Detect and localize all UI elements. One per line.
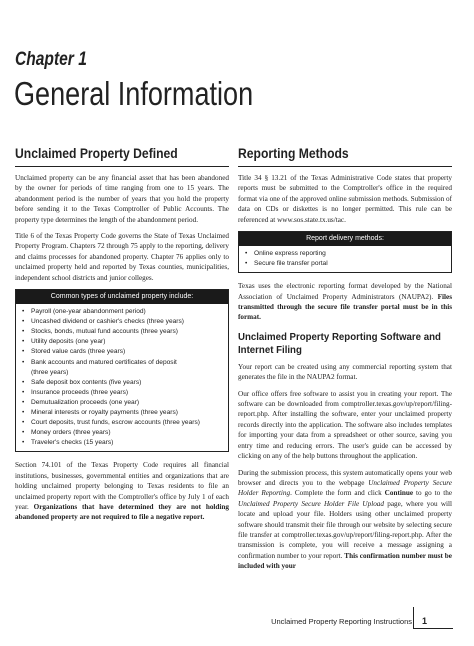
paragraph: Title 34 § 13.21 of the Texas Administrative Code states that property reports must be submitted to the Comptroller's office in the required format via one of the approved online submission methods. Submission of data on CDs or diskettes is no longer permitted. This rule can be referenced at www.sos.state.tx.us/tac. bbox=[238, 174, 452, 224]
paragraph: Our office offers free software to assist you in creating your report. The software can be downloaded from comptroller.texas.gov/up/report/filing-report.php. After installing the software, enter your unclaimed property records directly into the application. The software also includes templates for importing your data from a spreadsheet or other source, saving you entry time and reducing errors. The user's guide can be accessed by clicking on any of the help buttons throughout the application. bbox=[238, 389, 452, 461]
property-types-list bbox=[16, 304, 228, 451]
footer-separator bbox=[413, 607, 414, 629]
list-item: • Safe deposit box contents (five years) bbox=[22, 378, 224, 388]
text-run: page, where you will locate and upload your file. Holders using other unclaimed property software should transmit their file through our website by selecting secure file transfer at comptroller.texas.gov/up/report/filing-report.php. After the transmission is complete, you will receive a message assigning a confirmation number to your report. bbox=[238, 499, 452, 560]
paragraph bbox=[15, 460, 229, 522]
chapter-title: General Information bbox=[14, 75, 254, 112]
box-title: Common types of unclaimed property include: bbox=[16, 290, 228, 304]
italic-text: Unclaimed Property Secure Holder File Upload bbox=[238, 499, 384, 508]
text-run: Section 74.101 of the Texas Property Code requires all financial institutions, businesses, governmental entities and organizations that are holding unclaimed property belonging to Texas residents to file an unclaimed property report with the Comptroller's office by July 1 of each year. bbox=[15, 461, 229, 511]
footer-rule bbox=[413, 628, 453, 629]
page-number: 1 bbox=[422, 616, 428, 626]
text-run: Texas uses the electronic reporting format developed by the National Association of Unclaimed Property Administrators (NAUPA2). bbox=[238, 282, 452, 301]
bold-text: This confirmation number must be included with your bbox=[238, 551, 452, 571]
subheading-software: Unclaimed Property Reporting Software and Internet Filing bbox=[238, 330, 441, 356]
list-item: • Payroll (one-year abandonment period) bbox=[22, 307, 224, 317]
list-item: • Uncashed dividend or cashier's checks (three years) bbox=[22, 317, 224, 327]
paragraph: Unclaimed property can be any financial asset that has been abandoned by the owner for periods of time ranging from one to 15 years. The abandonment period is the number of years that you hold the property before sending it to the Texas Comptroller of Public Accounts. The property type determines the length of the abandonment period. bbox=[15, 174, 229, 224]
text-run: . Complete the form and click bbox=[290, 489, 385, 498]
text-run: During the submission process, this system automatically opens your web browser and directs you to the webpage bbox=[238, 468, 452, 487]
bold-text: Files transmitted through the secure file transfer portal must be in this format. bbox=[238, 292, 452, 322]
list-item: • Secure file transfer portal bbox=[245, 259, 447, 269]
list-item: • Demutualization proceeds (one year) bbox=[22, 398, 224, 408]
list-item: • Court deposits, trust funds, escrow accounts (three years) bbox=[22, 418, 224, 428]
list-item: • Traveler's checks (15 years) bbox=[22, 438, 224, 448]
left-column bbox=[15, 146, 229, 529]
list-item-continuation: (three years) bbox=[31, 368, 69, 376]
chapter-label: Chapter 1 bbox=[15, 49, 87, 70]
paragraph bbox=[238, 468, 452, 572]
box-title: Report delivery methods: bbox=[239, 232, 451, 246]
section-heading-unclaimed-property: Unclaimed Property Defined bbox=[15, 146, 178, 161]
heading-rule bbox=[15, 166, 229, 167]
section-heading-reporting-methods: Reporting Methods bbox=[238, 146, 349, 161]
list-item: • Bank accounts and matured certificates of deposit bbox=[22, 358, 224, 368]
heading-rule bbox=[238, 166, 452, 167]
bold-text: Continue bbox=[384, 489, 414, 498]
text-run: to go to the bbox=[413, 489, 453, 498]
list-item: • Mineral interests or royalty payments (three years) bbox=[22, 408, 224, 418]
paragraph bbox=[238, 281, 452, 323]
list-item: • Stored value cards (three years) bbox=[22, 347, 224, 357]
list-item: • Utility deposits (one year) bbox=[22, 337, 224, 347]
list-item: • Online express reporting bbox=[245, 249, 447, 259]
paragraph: Your report can be created using any commercial reporting system that generates the file in the NAUPA2 format. bbox=[238, 362, 452, 382]
list-item: • Insurance proceeds (three years) bbox=[22, 388, 224, 398]
list-item: • Stocks, bonds, mutual fund accounts (three years) bbox=[22, 327, 224, 337]
delivery-methods-list bbox=[239, 246, 451, 272]
italic-text: Unclaimed Property Secure Holder Reporting bbox=[238, 478, 452, 498]
list-item: • Money orders (three years) bbox=[22, 428, 224, 438]
delivery-methods-box bbox=[238, 231, 452, 273]
paragraph: Title 6 of the Texas Property Code governs the State of Texas Unclaimed Property Program. Chapters 72 through 75 apply to the reporting, delivery and claims processes for abandoned property. Chapter 76 applies only to unclaimed property held and reported by Texas counties, municipalities, independent school districts and junior colleges. bbox=[15, 232, 229, 282]
right-column bbox=[238, 146, 452, 578]
property-types-box bbox=[15, 289, 229, 452]
footer-title: Unclaimed Property Reporting Instructions bbox=[271, 617, 412, 626]
bold-text: Organizations that have determined they are not holding abandoned property are not required to file a negative report. bbox=[15, 503, 229, 522]
